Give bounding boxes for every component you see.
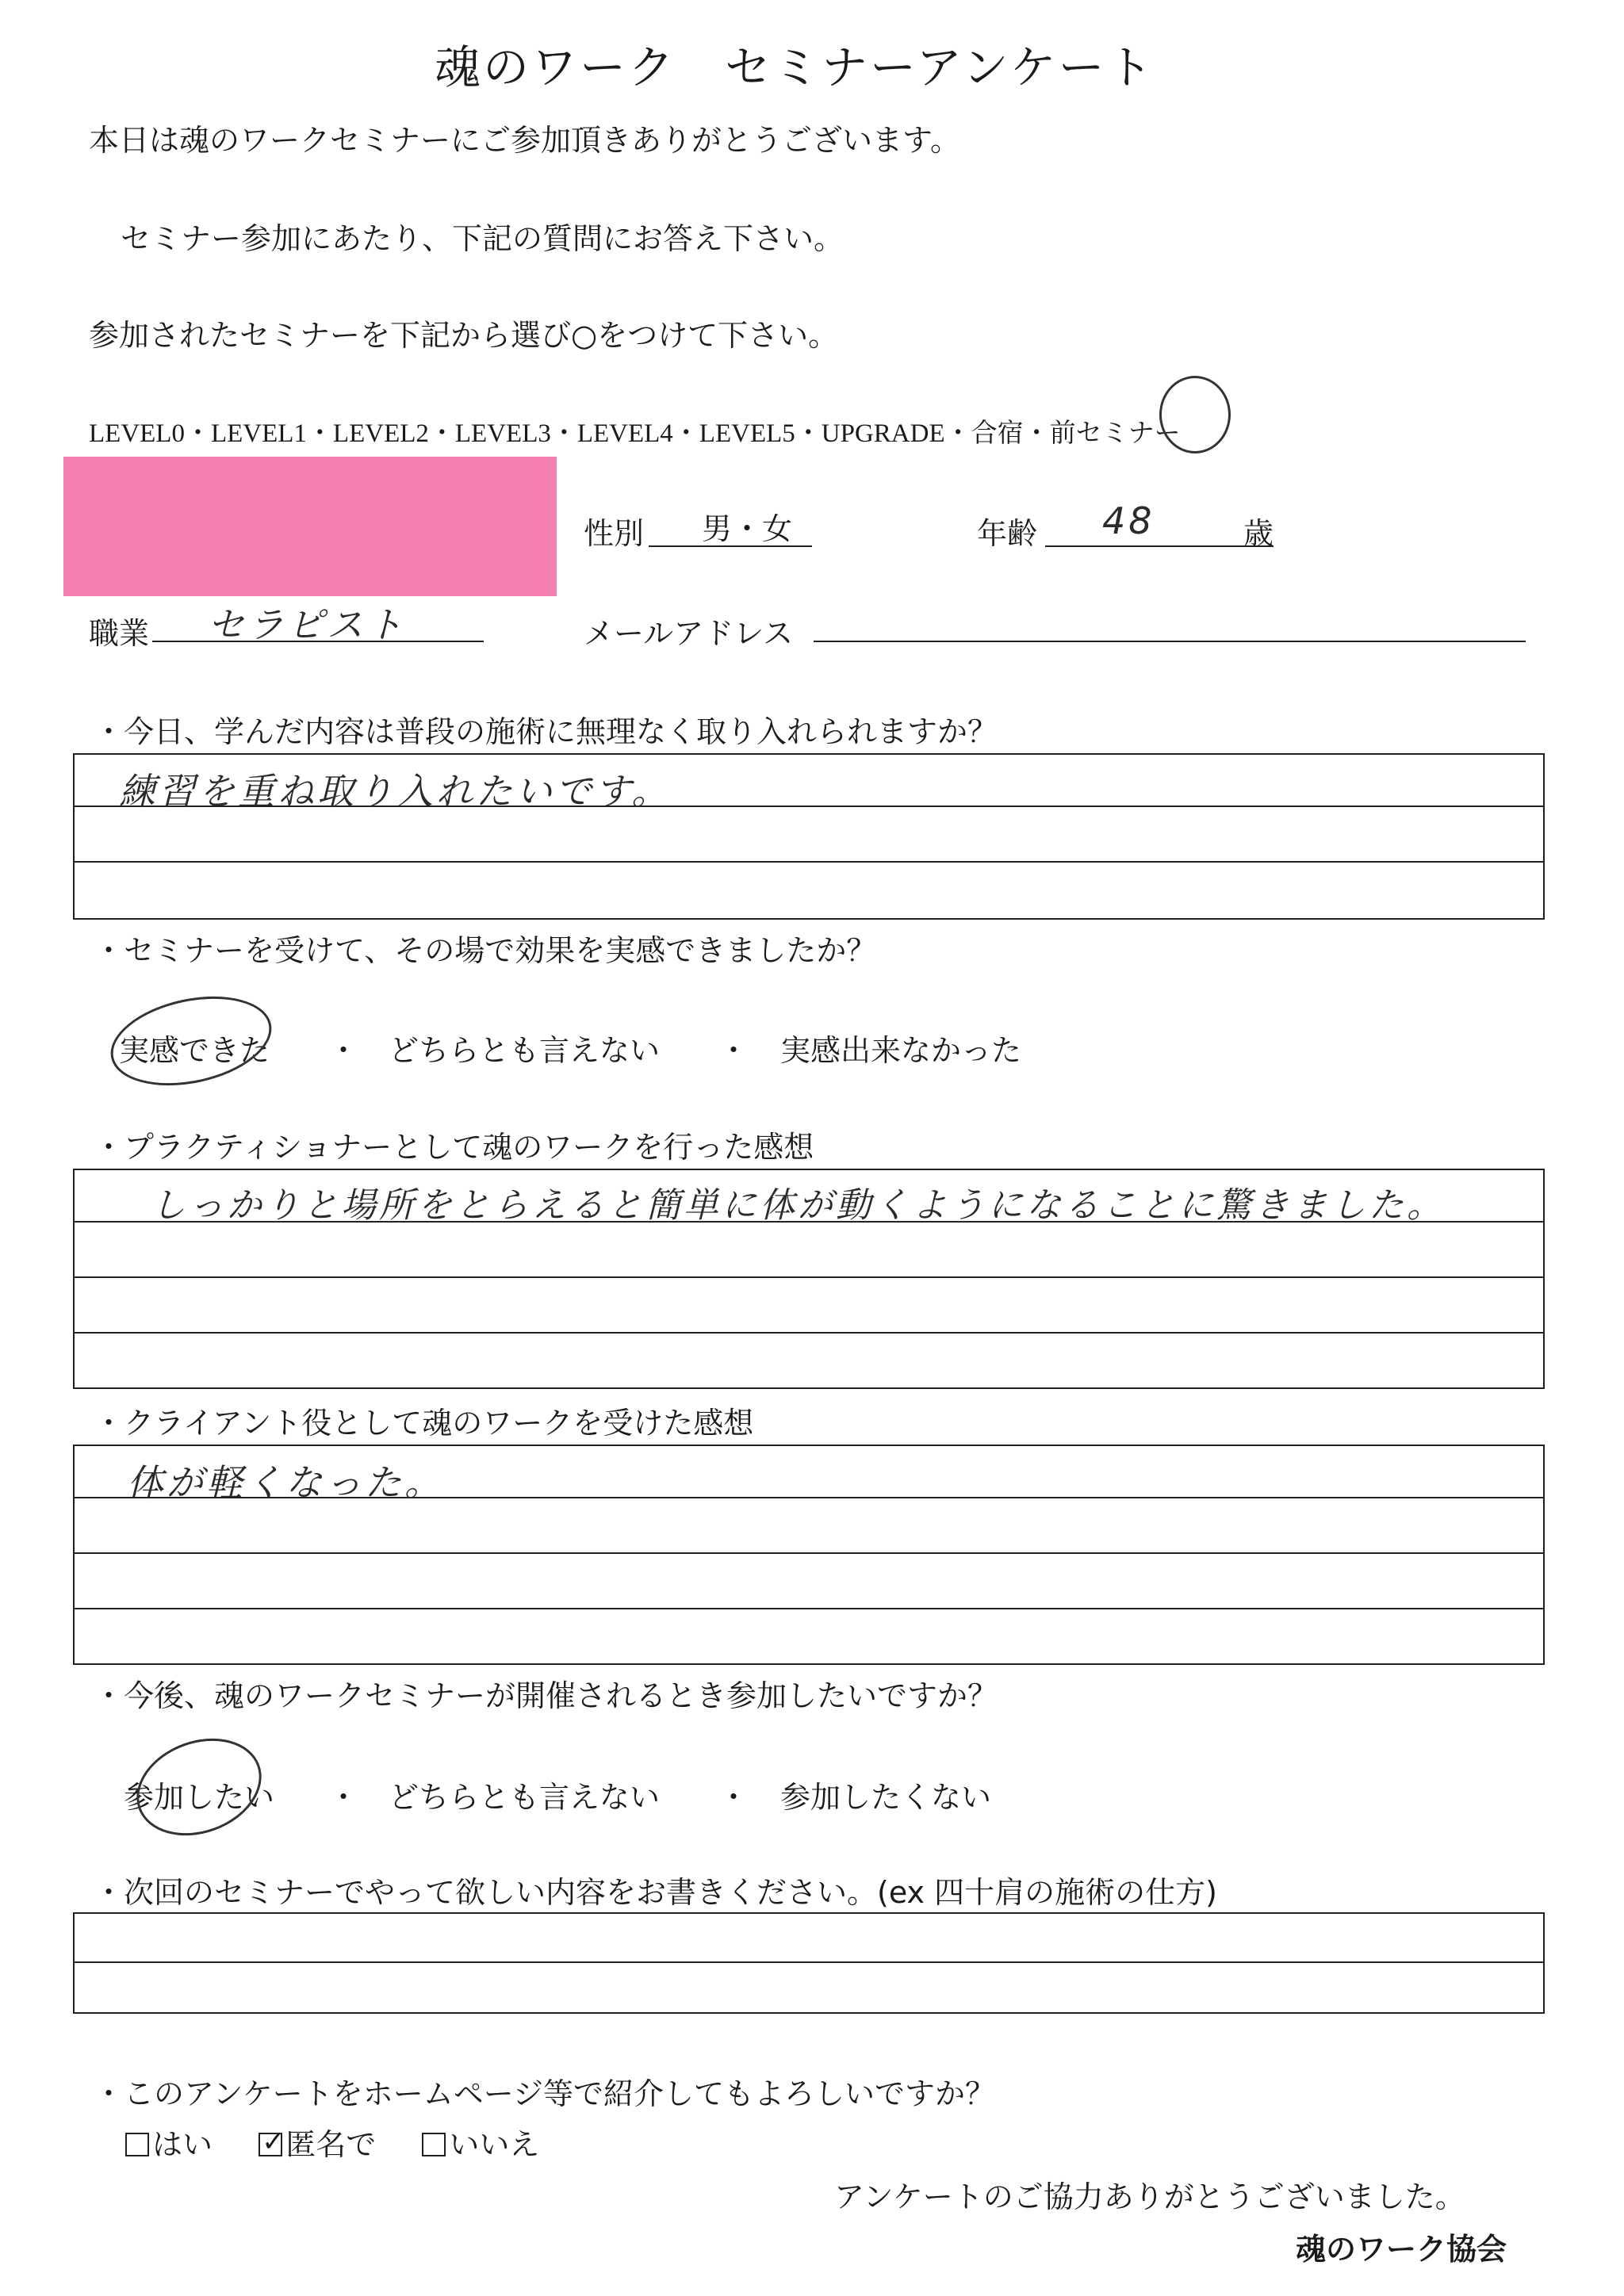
question-4-answer[interactable]: 体が軽くなった。 [127, 1461, 444, 1504]
q5-selected-circle [123, 1722, 275, 1852]
page-title: 魂のワーク セミナーアンケート [435, 40, 1155, 94]
q2-separator: ・ [328, 1033, 359, 1068]
question-1-answer[interactable]: 練習を重ね取り入れたいです。 [119, 770, 672, 813]
q5-option-no[interactable]: 参加したくない [780, 1780, 992, 1815]
q5-separator: ・ [718, 1780, 749, 1815]
question-6-answer-box[interactable] [73, 1912, 1545, 2014]
occupation-value[interactable]: セラピスト [208, 603, 406, 646]
email-underline [814, 641, 1526, 642]
thanks-text: アンケートのご協力ありがとうございました。 [834, 2179, 1465, 2214]
question-2-label: ・セミナーを受けて、その場で効果を実感できましたか？ [94, 933, 877, 968]
q7-option-yes[interactable]: はい [125, 2127, 213, 2162]
age-label: 年齢 [977, 516, 1038, 551]
question-1-label: ・今日、学んだ内容は普段の施術に無理なく取り入れられますか？ [94, 714, 998, 749]
intro-text: 本日は魂のワークセミナーにご参加頂きありがとうございます。 [89, 123, 960, 158]
q2-option-neutral[interactable]: どちらとも言えない [389, 1033, 661, 1068]
occupation-label: 職業 [89, 616, 150, 651]
age-underline [1045, 545, 1274, 547]
q7-option-anonymous[interactable]: ✓ 匿名で [259, 2127, 376, 2162]
instruction-text: セミナー参加にあたり、下記の質問にお答え下さい。 [121, 221, 845, 256]
q5-option-neutral[interactable]: どちらとも言えない [389, 1780, 661, 1815]
seminar-instruction: 参加されたセミナーを下記から選び○をつけて下さい。 [89, 318, 839, 353]
seminar-selected-circle [1159, 376, 1231, 453]
q2-selected-circle [102, 983, 280, 1100]
question-5-label: ・今後、魂のワークセミナーが開催されるとき参加したいですか？ [94, 1678, 998, 1713]
redaction-sticky-note [63, 457, 557, 596]
gender-label: 性別 [584, 516, 645, 551]
checkbox-anonymous[interactable] [259, 2126, 285, 2158]
question-6-label: ・次回のセミナーでやって欲しい内容をお書きください。(ex 四十肩の施術の仕方) [94, 1875, 1217, 1910]
q2-separator: ・ [718, 1033, 749, 1068]
age-unit: 歳 [1243, 516, 1274, 551]
question-3-answer[interactable]: しっかりと場所をとらえると簡単に体が動くようになることに驚きました。 [151, 1185, 1445, 1226]
seminar-options[interactable]: LEVEL0・LEVEL1・LEVEL2・LEVEL3・LEVEL4・LEVEL5・UPGRADE・合宿・前セミナー [89, 419, 1181, 448]
question-4-label: ・クライアント役として魂のワークを受けた感想 [94, 1406, 754, 1441]
gender-underline [649, 545, 812, 547]
q5-separator: ・ [328, 1780, 359, 1815]
q5-option-yes[interactable]: 参加したい [124, 1780, 275, 1815]
checkbox-yes[interactable] [125, 2133, 149, 2156]
occupation-underline [152, 641, 484, 642]
q7-option-no[interactable]: いいえ [422, 2127, 539, 2162]
question-7-label: ・このアンケートをホームページ等で紹介してもよろしいですか？ [94, 2076, 995, 2111]
q7-options[interactable] [125, 2120, 539, 2164]
q2-option-no[interactable]: 実感出来なかった [780, 1033, 1022, 1068]
age-value[interactable]: 48 [1102, 499, 1155, 542]
email-label: メールアドレス [584, 616, 794, 651]
gender-options[interactable]: 男・女 [701, 511, 792, 546]
q2-option-yes[interactable]: 実感できた [119, 1033, 270, 1068]
checkbox-no[interactable] [422, 2133, 446, 2156]
organization-name: 魂のワーク協会 [1296, 2232, 1507, 2267]
check-mark-icon: ✓ [262, 2126, 285, 2158]
question-3-label: ・プラクティショナーとして魂のワークを行った感想 [94, 1130, 814, 1165]
